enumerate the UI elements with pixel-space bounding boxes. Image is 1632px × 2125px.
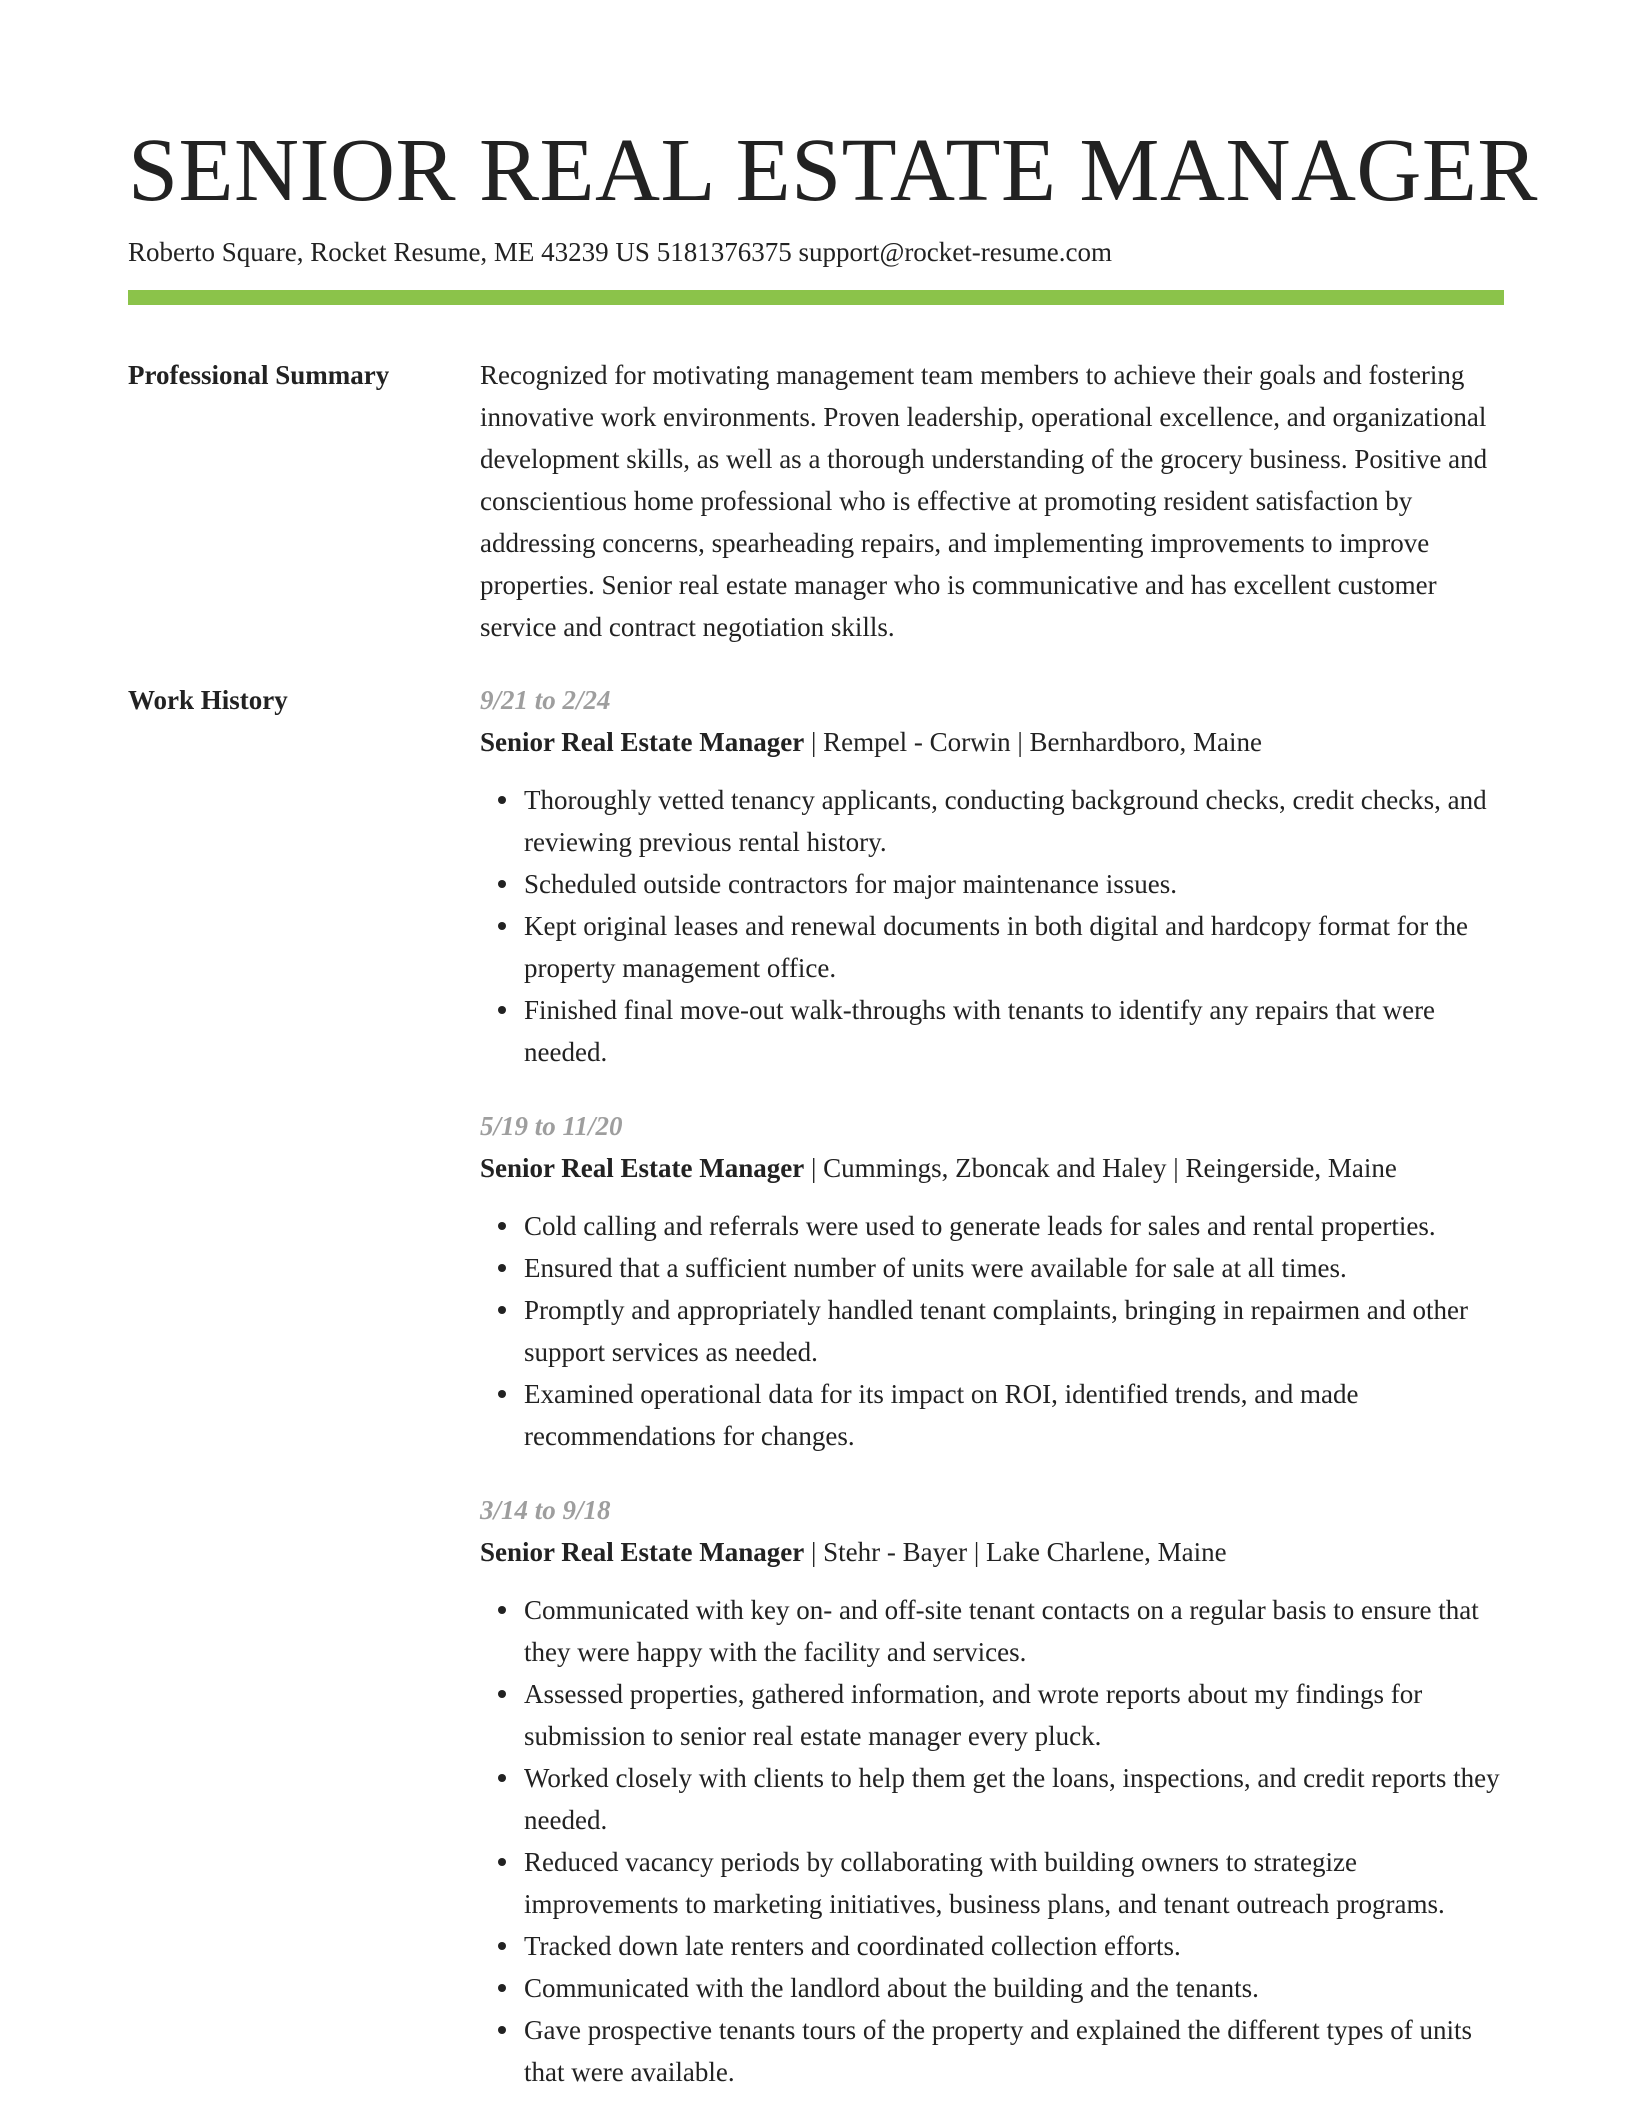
- summary-body: [480, 354, 1504, 648]
- resume-name: SENIOR REAL ESTATE MANAGER: [128, 121, 1538, 220]
- job-company: Cummings, Zboncak and Haley: [823, 1153, 1167, 1183]
- header-divider: [128, 290, 1504, 305]
- job-dates: 9/21 to 2/24: [480, 685, 611, 715]
- contact-line: [128, 234, 1504, 270]
- job-separator: [967, 1537, 986, 1567]
- job-title: Senior Real Estate Manager: [480, 1153, 805, 1183]
- job-bullet: Promptly and appropriately handled tenant complaints, bringing in repairmen and other support services as needed.: [524, 1289, 1504, 1373]
- summary-text: Recognized for motivating management team members to achieve their goals and fostering innovative work environments. Proven leadership, operational excellence, and organizational development skills, as well as a thorough understanding of the grocery business. Positive and conscientious home professional who is effective at promoting resident satisfaction by addressing concerns, spearheading repairs, and implementing improvements to improve properties. Senior real estate manager who is communicative and has excellent customer service and contract negotiation skills.: [480, 360, 1488, 642]
- resume-page: [128, 118, 1538, 2125]
- contact-phone: 5181376375: [656, 237, 792, 267]
- job-bullet: Examined operational data for its impact on ROI, identified trends, and made recommendations for changes.: [524, 1373, 1504, 1457]
- work-history-section: [128, 679, 1504, 2125]
- job-bullet: Ensured that a sufficient number of units were available for sale at all times.: [524, 1247, 1504, 1289]
- job-bullet: Reduced vacancy periods by collaborating with building owners to strategize improvements to marketing initiatives, business plans, and tenant outreach programs.: [524, 1841, 1504, 1925]
- job-entry: [480, 1105, 1504, 1457]
- job-entry: [480, 679, 1504, 1073]
- job-bullet: Gave prospective tenants tours of the property and explained the different types of units that were available.: [524, 2009, 1504, 2093]
- contact-email: support@rocket-resume.com: [798, 237, 1112, 267]
- job-separator: [804, 1537, 823, 1567]
- job-bullet: Kept original leases and renewal documents in both digital and hardcopy format for the property management office.: [524, 905, 1504, 989]
- job-bullet: Communicated with the landlord about the building and the tenants.: [524, 1967, 1504, 2009]
- job-title-line: [480, 1531, 1504, 1573]
- job-bullet: Cold calling and referrals were used to generate leads for sales and rental properties.: [524, 1205, 1504, 1247]
- job-title: Senior Real Estate Manager: [480, 727, 805, 757]
- section-label-work-history: Work History: [128, 685, 288, 715]
- professional-summary-section: [128, 354, 1504, 648]
- job-separator: [804, 727, 823, 757]
- job-location: Bernhardboro, Maine: [1029, 727, 1262, 757]
- job-separator: [1011, 727, 1030, 757]
- job-entry: [480, 1489, 1504, 2093]
- section-label-summary: Professional Summary: [128, 360, 390, 390]
- job-location: Reingerside, Maine: [1185, 1153, 1397, 1183]
- job-bullet-list: [480, 779, 1504, 1073]
- job-bullet: Assessed properties, gathered information, and wrote reports about my findings for submission to senior real estate manager every pluck.: [524, 1673, 1504, 1757]
- job-title-line: [480, 721, 1504, 763]
- job-bullet-list: [480, 1205, 1504, 1457]
- job-bullet: Thoroughly vetted tenancy applicants, conducting background checks, credit checks, and reviewing previous rental history.: [524, 779, 1504, 863]
- job-title-line: [480, 1147, 1504, 1189]
- job-separator: [804, 1153, 823, 1183]
- job-bullet: Finished final move-out walk-throughs with tenants to identify any repairs that were needed.: [524, 989, 1504, 1073]
- job-bullet-list: [480, 1589, 1504, 2093]
- job-company: Stehr - Bayer: [823, 1537, 968, 1567]
- job-separator: [1167, 1153, 1186, 1183]
- job-dates: 5/19 to 11/20: [480, 1111, 623, 1141]
- contact-address: Roberto Square, Rocket Resume, ME 43239 US: [128, 237, 650, 267]
- job-company: Rempel - Corwin: [823, 727, 1011, 757]
- job-location: Lake Charlene, Maine: [985, 1537, 1227, 1567]
- job-dates: 3/14 to 9/18: [480, 1495, 611, 1525]
- job-bullet: Scheduled outside contractors for major maintenance issues.: [524, 863, 1504, 905]
- job-title: Senior Real Estate Manager: [480, 1537, 805, 1567]
- job-bullet: Worked closely with clients to help them get the loans, inspections, and credit reports they needed.: [524, 1757, 1504, 1841]
- job-bullet: Communicated with key on- and off-site tenant contacts on a regular basis to ensure that they were happy with the facility and services.: [524, 1589, 1504, 1673]
- job-bullet: Tracked down late renters and coordinated collection efforts.: [524, 1925, 1504, 1967]
- work-history-body: [480, 679, 1504, 2125]
